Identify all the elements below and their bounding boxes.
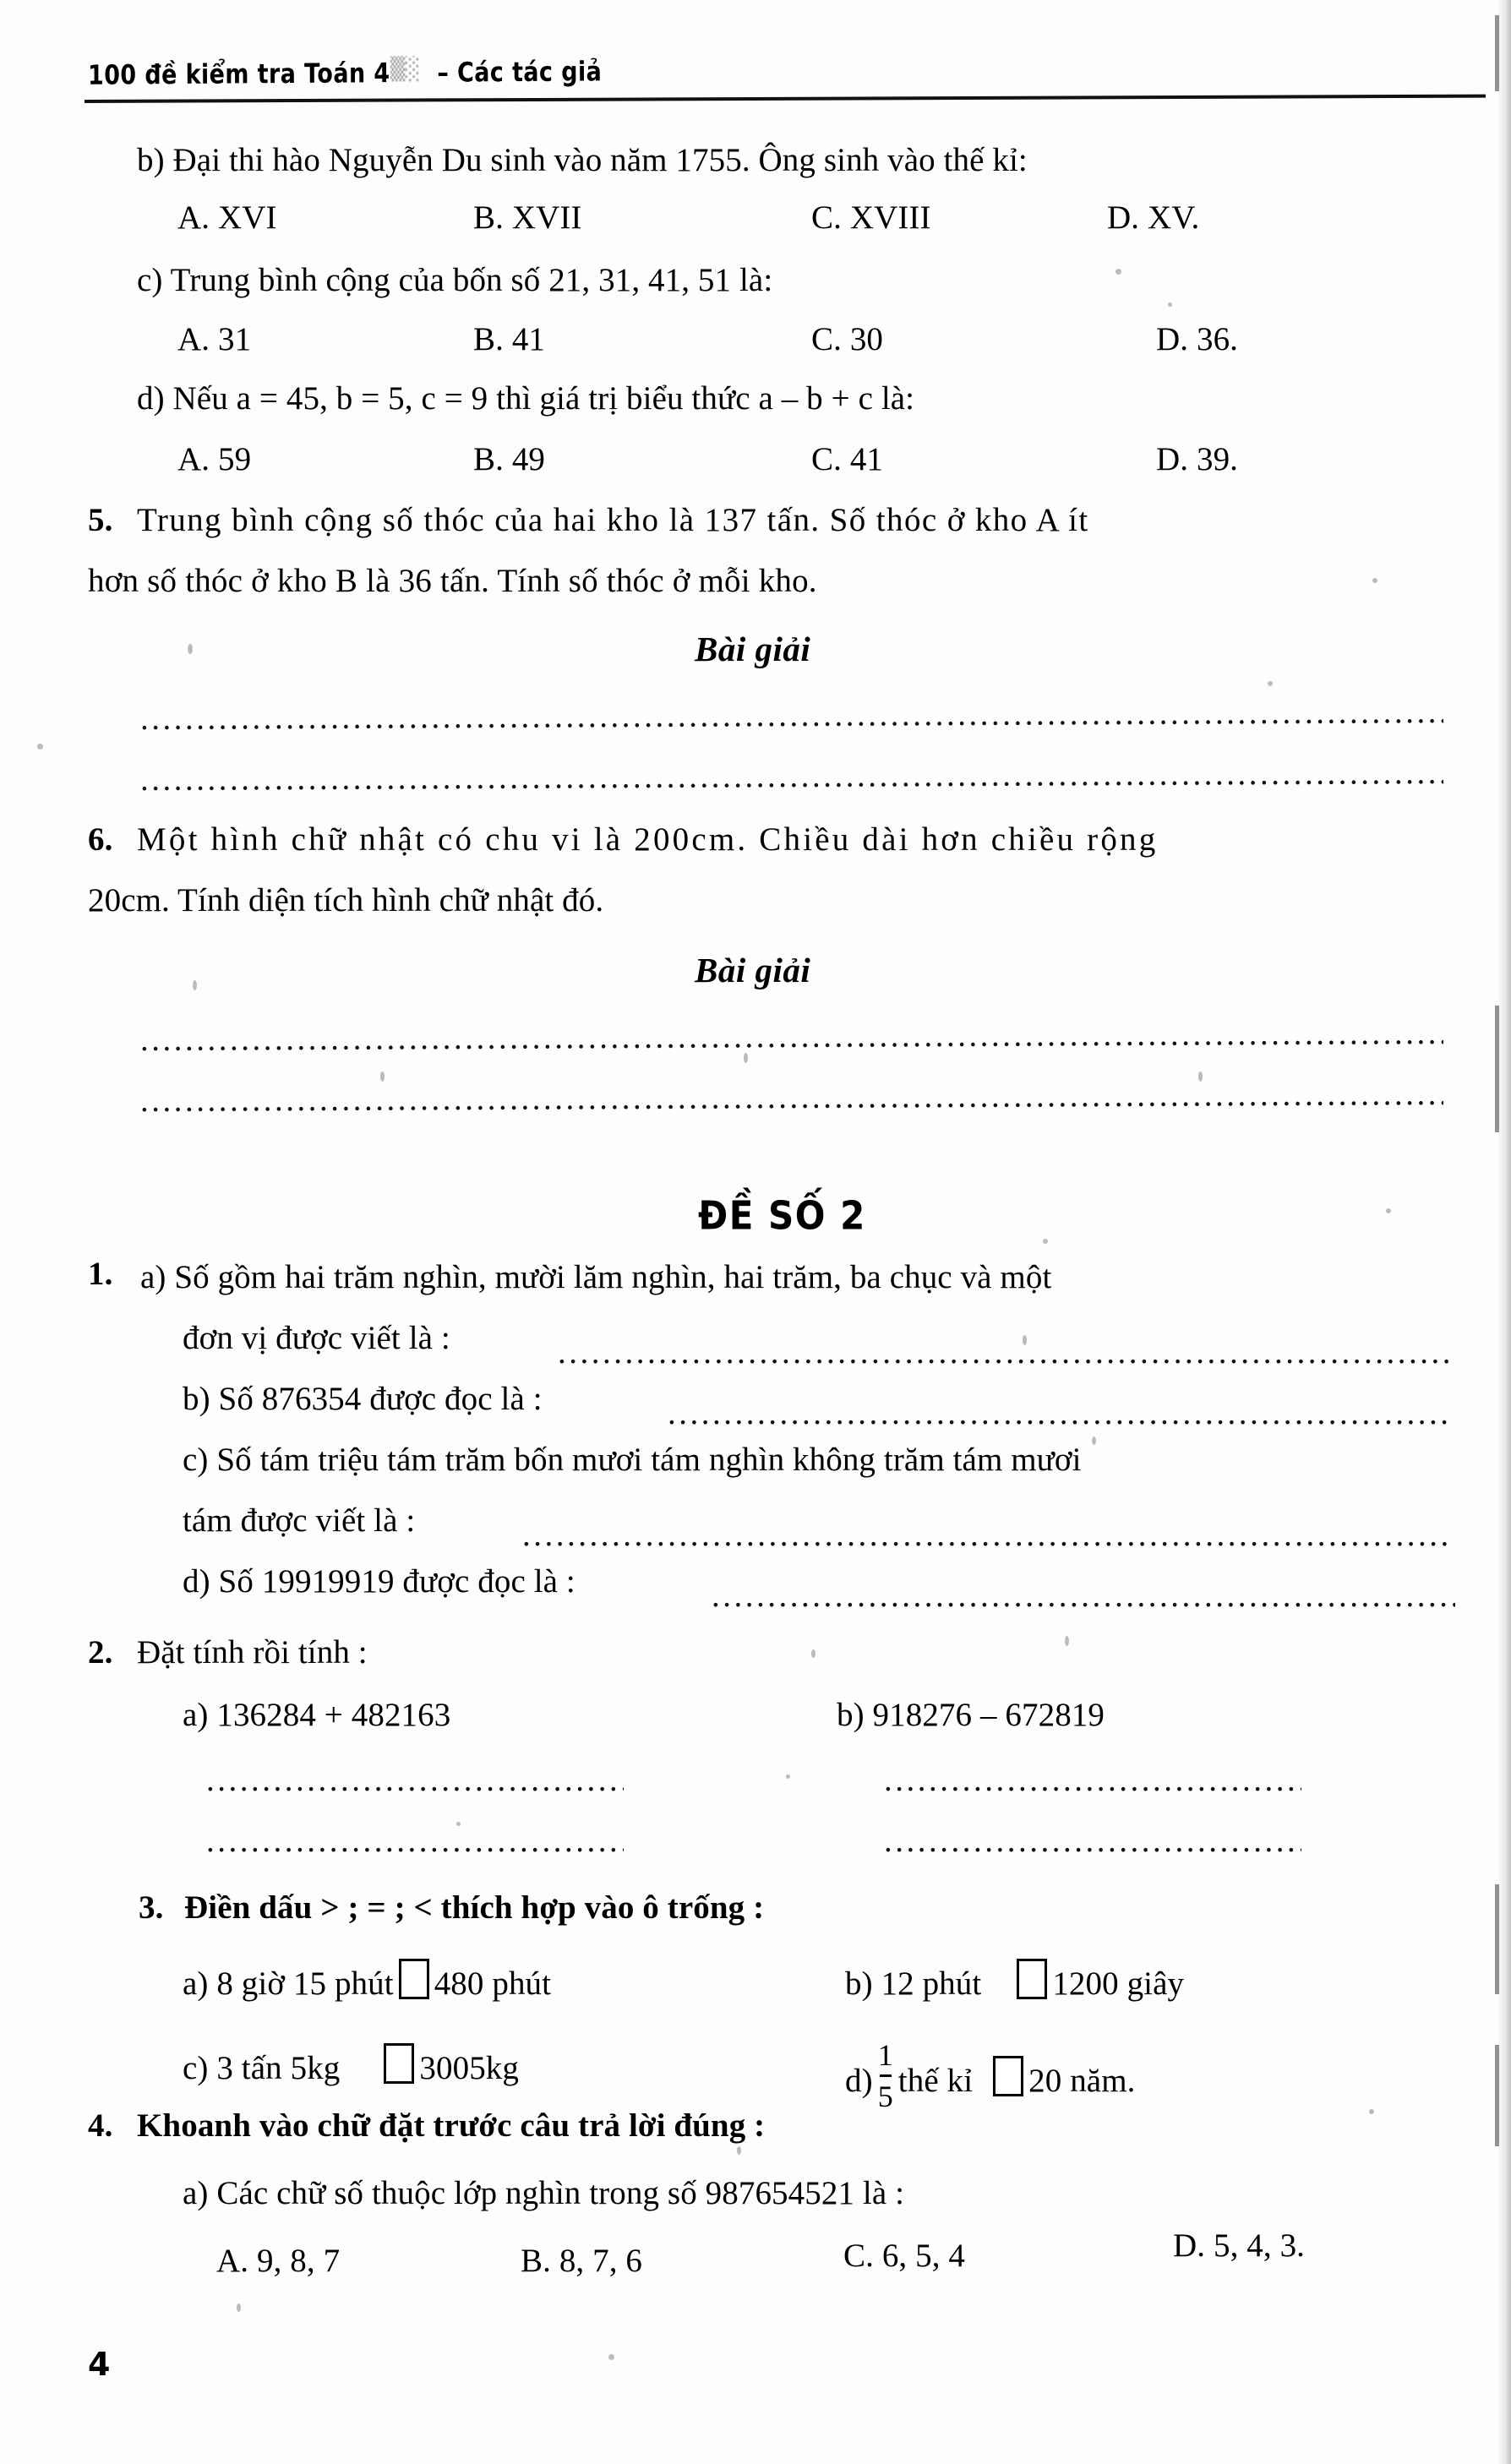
answer-dotted-line[interactable]	[522, 1531, 1452, 1550]
question-3d-mid: thế kỉ	[897, 2063, 974, 2099]
question-4a-prompt: a) Các chữ số thuộc lớp nghìn trong số 987654521 là :	[183, 2175, 905, 2211]
scan-speckle	[1268, 681, 1273, 686]
scan-speckle	[1369, 2109, 1374, 2114]
question-5-line-1: Trung bình cộng số thóc của hai kho là 137 tấn. Số thóc ở kho A ít	[137, 502, 1089, 538]
scan-speckle	[1168, 303, 1172, 307]
question-3b-left: b) 12 phút	[845, 1965, 982, 2002]
question-4a-choice-a[interactable]: A. 9, 8, 7	[216, 2243, 341, 2279]
answer-dotted-line[interactable]	[884, 1837, 1301, 1856]
answer-dotted-line[interactable]	[668, 1409, 1454, 1428]
question-4d-choice-d[interactable]: D. 39.	[1156, 441, 1239, 477]
question-6-line-1: Một hình chữ nhật có chu vi là 200cm. Chiều dài hơn chiều rộng	[137, 821, 1159, 858]
answer-dotted-line[interactable]	[140, 708, 1443, 733]
question-4d-choice-b[interactable]: B. 49	[473, 441, 546, 477]
question-4d-choice-a[interactable]: A. 59	[177, 441, 252, 477]
scan-speckle	[1198, 1071, 1203, 1082]
answer-dotted-line[interactable]	[206, 1837, 624, 1856]
fraction-one-fifth	[878, 2040, 893, 2112]
question-3d-right: 20 năm.	[1028, 2063, 1136, 2099]
question-4d-choice-c[interactable]: C. 41	[811, 441, 884, 477]
question-3c-left: c) 3 tấn 5kg	[183, 2050, 341, 2086]
question-3d	[845, 2038, 1136, 2115]
question-4-prompt: Khoanh vào chữ đặt trước câu trả lời đúng :	[137, 2107, 766, 2144]
scan-artifact	[1495, 2045, 1499, 2146]
question-6-number: 6.	[88, 821, 113, 858]
answer-dotted-line[interactable]	[140, 1029, 1443, 1055]
scan-speckle	[1065, 1636, 1069, 1646]
question-3c	[183, 2043, 519, 2085]
question-4c-choice-b[interactable]: B. 41	[473, 321, 546, 357]
question-1-number: 1.	[88, 1256, 113, 1292]
scan-speckle	[608, 2354, 614, 2360]
scan-speckle	[1023, 1335, 1027, 1345]
scan-gutter-shadow	[1497, 0, 1511, 2464]
fraction-numerator: 1	[877, 2038, 893, 2072]
question-1b-prompt: b) Số 876354 được đọc là :	[183, 1381, 543, 1417]
section-heading-de-so-2: ĐỀ SỐ 2	[698, 1192, 866, 1239]
question-3b-right: 1200 giây	[1052, 1965, 1185, 2002]
question-6-solution-label: Bài giải	[695, 951, 811, 989]
running-head-smudge: ▒░	[390, 56, 421, 83]
question-4c-choice-c[interactable]: C. 30	[811, 321, 884, 357]
scan-artifact	[1495, 1006, 1499, 1132]
question-4b-choice-a[interactable]: A. XVI	[177, 199, 277, 236]
question-4a-choice-b[interactable]: B. 8, 7, 6	[521, 2243, 643, 2279]
answer-dotted-line[interactable]	[140, 1090, 1443, 1115]
scan-speckle	[811, 1649, 816, 1658]
question-4-number: 4.	[88, 2107, 113, 2144]
question-1c-line-2: tám được viết là :	[183, 1502, 416, 1539]
question-4d-prompt: d) Nếu a = 45, b = 5, c = 9 thì giá trị biểu thức a – b + c là:	[137, 380, 915, 417]
question-5-solution-label: Bài giải	[695, 630, 811, 668]
question-4c-choice-d[interactable]: D. 36.	[1156, 321, 1239, 357]
question-2a-expression: a) 136284 + 482163	[183, 1697, 451, 1733]
answer-dotted-line[interactable]	[712, 1592, 1455, 1611]
running-head-title: 100 đề kiểm tra Toán 4	[87, 57, 390, 91]
scan-speckle	[737, 2146, 741, 2155]
comparison-box-3b[interactable]	[1017, 1959, 1047, 1999]
fraction-bar	[880, 2074, 892, 2077]
question-4c-choice-a[interactable]: A. 31	[177, 321, 252, 357]
answer-dotted-line[interactable]	[884, 1776, 1301, 1795]
scan-speckle	[237, 2303, 241, 2312]
comparison-box-3c[interactable]	[384, 2043, 414, 2084]
question-3a	[183, 1959, 551, 2000]
scan-speckle	[1092, 1436, 1096, 1445]
comparison-box-3a[interactable]	[399, 1959, 429, 1999]
scan-speckle	[1386, 1208, 1391, 1213]
scan-speckle	[1043, 1239, 1048, 1244]
question-2-prompt: Đặt tính rồi tính :	[137, 1634, 368, 1671]
question-4a-choice-d[interactable]: D. 5, 4, 3.	[1173, 2227, 1306, 2264]
scan-artifact	[1495, 1884, 1499, 1994]
header-rule	[85, 95, 1486, 103]
question-1d-prompt: d) Số 19919919 được đọc là :	[183, 1563, 575, 1600]
question-3a-right: 480 phút	[434, 1965, 552, 2002]
question-3c-right: 3005kg	[419, 2050, 520, 2086]
scan-speckle	[786, 1774, 790, 1779]
question-6-line-2: 20cm. Tính diện tích hình chữ nhật đó.	[88, 882, 604, 919]
question-3d-label: d)	[845, 2063, 873, 2099]
answer-dotted-line[interactable]	[558, 1349, 1454, 1367]
comparison-box-3d[interactable]	[993, 2056, 1023, 2096]
scan-speckle	[744, 1053, 748, 1063]
scan-speckle	[1116, 269, 1121, 275]
question-2-number: 2.	[88, 1634, 113, 1671]
scan-speckle	[37, 744, 43, 750]
question-4a-choice-c[interactable]: C. 6, 5, 4	[843, 2238, 966, 2274]
running-head-authors: – Các tác giả	[437, 57, 603, 89]
question-1a-line-1: a) Số gồm hai trăm nghìn, mười lăm nghìn, hai trăm, ba chục và một	[140, 1259, 1052, 1295]
question-4b-prompt: b) Đại thi hào Nguyễn Du sinh vào năm 1755. Ông sinh vào thế kỉ:	[137, 142, 1028, 178]
scan-artifact	[1495, 15, 1499, 91]
question-5-line-2: hơn số thóc ở kho B là 36 tấn. Tính số thóc ở mỗi kho.	[88, 563, 817, 599]
question-4b-choice-b[interactable]: B. XVII	[473, 199, 582, 236]
page-number: 4	[88, 2346, 111, 2383]
scan-speckle	[193, 980, 197, 990]
question-3b	[845, 1959, 1184, 2000]
scan-speckle	[1372, 578, 1377, 583]
question-2b-expression: b) 918276 – 672819	[837, 1697, 1105, 1733]
scan-speckle	[456, 1822, 461, 1826]
question-3a-left: a) 8 giờ 15 phút	[183, 1965, 394, 2002]
question-3-number: 3.	[139, 1889, 164, 1926]
question-1c-line-1: c) Số tám triệu tám trăm bốn mươi tám nghìn không trăm tám mươi	[183, 1442, 1082, 1478]
question-4c-prompt: c) Trung bình cộng của bốn số 21, 31, 41, 51 là:	[137, 262, 773, 298]
scan-speckle	[380, 1071, 385, 1082]
scan-speckle	[188, 644, 193, 654]
answer-dotted-line[interactable]	[140, 769, 1443, 794]
running-head	[88, 49, 1389, 91]
question-5-number: 5.	[88, 502, 113, 538]
question-4b-choice-d[interactable]: D. XV.	[1107, 199, 1200, 236]
question-4b-choice-c[interactable]: C. XVIII	[811, 199, 931, 236]
question-1a-line-2: đơn vị được viết là :	[183, 1320, 450, 1356]
fraction-denominator: 5	[877, 2080, 893, 2113]
question-3-prompt: Điền dấu > ; = ; < thích hợp vào ô trống :	[184, 1889, 765, 1926]
answer-dotted-line[interactable]	[206, 1776, 624, 1795]
